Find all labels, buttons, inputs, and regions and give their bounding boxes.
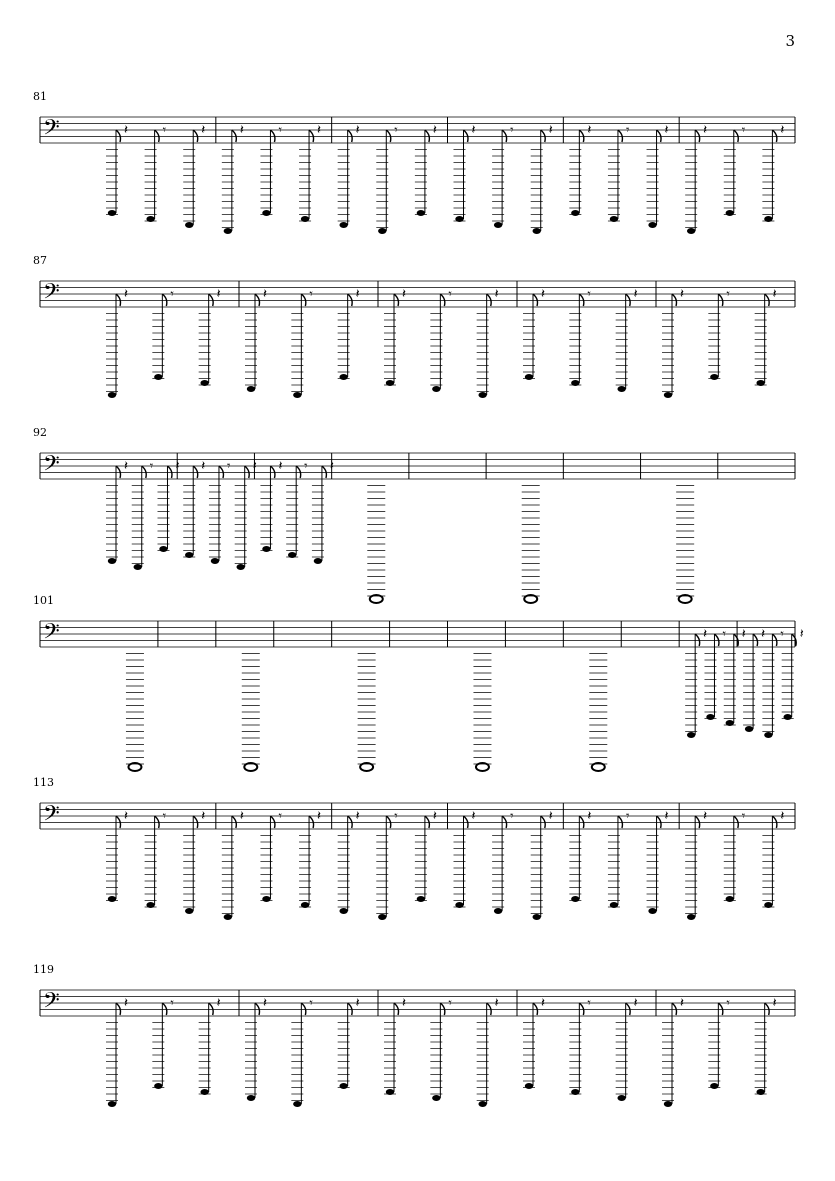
rest-icon: 𝄾: [625, 809, 630, 824]
note-head: [525, 1083, 533, 1089]
rest-icon: 𝄾: [309, 287, 313, 302]
bass-clef-icon: 𝄢: [43, 801, 60, 832]
note-flag: [533, 1003, 538, 1015]
rest-icon: 𝄽: [680, 287, 684, 302]
rest-icon: 𝄽: [317, 123, 322, 138]
note-flag: [209, 1003, 214, 1015]
rest-icon: 𝄾: [448, 996, 452, 1011]
rest-icon: 𝄽: [355, 996, 360, 1011]
rest-icon: 𝄽: [664, 123, 669, 138]
rest-icon: 𝄾: [170, 996, 174, 1011]
note-head: [571, 1089, 579, 1095]
rest-icon: 𝄽: [216, 996, 221, 1011]
rest-icon: 𝄽: [471, 123, 476, 138]
rest-icon: 𝄽: [548, 809, 553, 824]
note-flag: [116, 1003, 121, 1015]
rest-icon: 𝄽: [664, 809, 669, 824]
rest-icon: 𝄽: [355, 123, 360, 138]
rest-icon: 𝄽: [175, 459, 180, 474]
rest-icon: 𝄾: [226, 459, 231, 474]
rest-icon: 𝄾: [149, 459, 154, 474]
note-flag: [487, 1003, 492, 1015]
rest-icon: 𝄽: [432, 809, 437, 824]
rest-icon: 𝄽: [703, 809, 708, 824]
bass-clef-icon: 𝄢: [43, 619, 60, 650]
rest-icon: 𝄽: [355, 809, 360, 824]
rest-icon: 𝄽: [680, 996, 684, 1011]
rest-icon: 𝄽: [772, 287, 777, 302]
bass-clef-icon: 𝄢: [43, 988, 60, 1019]
rest-icon: 𝄽: [494, 287, 499, 302]
note-head: [247, 1095, 255, 1101]
note-head: [756, 1089, 764, 1095]
rest-icon: 𝄾: [394, 809, 398, 824]
rest-icon: 𝄾: [726, 287, 730, 302]
rest-icon: 𝄾: [304, 459, 308, 474]
rest-icon: 𝄾: [278, 123, 282, 138]
note-head: [339, 1083, 347, 1089]
rest-icon: 𝄾: [741, 123, 746, 138]
rest-icon: 𝄽: [471, 809, 476, 824]
note-head: [617, 1095, 625, 1101]
rest-icon: 𝄽: [780, 809, 785, 824]
rest-icon: 𝄾: [448, 287, 452, 302]
rest-icon: 𝄾: [170, 287, 174, 302]
measure-number: 87: [33, 254, 47, 267]
note-flag: [440, 1003, 445, 1015]
rest-icon: 𝄽: [201, 459, 206, 474]
note-head: [432, 1095, 440, 1101]
rest-icon: 𝄽: [548, 123, 553, 138]
note-head: [710, 1083, 718, 1089]
rest-icon: 𝄽: [201, 123, 206, 138]
note-flag: [672, 1003, 677, 1015]
rest-icon: 𝄽: [703, 627, 708, 642]
note-flag: [162, 1003, 167, 1015]
rest-icon: 𝄽: [633, 996, 638, 1011]
measure-number: 119: [33, 963, 54, 976]
note-head: [293, 1101, 301, 1107]
note-head: [108, 1101, 116, 1107]
note-flag: [718, 1003, 723, 1015]
rest-icon: 𝄾: [780, 627, 784, 642]
rest-icon: 𝄽: [124, 123, 128, 138]
note-head: [200, 1089, 208, 1095]
rest-icon: 𝄾: [309, 996, 313, 1011]
rest-icon: 𝄽: [317, 809, 322, 824]
rest-icon: 𝄽: [741, 627, 746, 642]
rest-icon: 𝄽: [761, 627, 766, 642]
note-flag: [255, 1003, 260, 1015]
rest-icon: 𝄾: [726, 996, 730, 1011]
note-flag: [765, 1003, 770, 1015]
rest-icon: 𝄽: [355, 287, 360, 302]
bass-clef-icon: 𝄢: [43, 115, 60, 146]
rest-icon: 𝄽: [124, 459, 128, 474]
note-flag: [579, 1003, 584, 1015]
page-number: 3: [785, 32, 795, 50]
note-flag: [348, 1003, 353, 1015]
measure-number: 113: [33, 776, 54, 789]
rest-icon: 𝄽: [780, 123, 785, 138]
rest-icon: 𝄽: [541, 996, 545, 1011]
rest-icon: 𝄾: [587, 287, 591, 302]
rest-icon: 𝄽: [587, 809, 592, 824]
note-head: [664, 1101, 672, 1107]
bass-clef-icon: 𝄢: [43, 451, 60, 482]
rest-icon: 𝄽: [432, 123, 437, 138]
rest-icon: 𝄽: [541, 287, 545, 302]
rest-icon: 𝄽: [124, 996, 128, 1011]
rest-icon: 𝄾: [510, 809, 514, 824]
note-flag: [394, 1003, 399, 1015]
rest-icon: 𝄾: [722, 627, 726, 642]
rest-icon: 𝄾: [278, 809, 282, 824]
note-head: [154, 1083, 162, 1089]
rest-icon: 𝄾: [741, 809, 746, 824]
note-flag: [301, 1003, 306, 1015]
rest-icon: 𝄽: [799, 627, 804, 642]
rest-icon: 𝄽: [124, 809, 128, 824]
rest-icon: 𝄽: [278, 459, 283, 474]
rest-icon: 𝄽: [239, 123, 244, 138]
rest-icon: 𝄾: [162, 123, 167, 138]
rest-icon: 𝄽: [124, 287, 128, 302]
bass-clef-icon: 𝄢: [43, 279, 60, 310]
rest-icon: 𝄽: [263, 287, 267, 302]
rest-icon: 𝄽: [772, 996, 777, 1011]
measure-number: 92: [33, 426, 47, 439]
note-head: [478, 1101, 486, 1107]
rest-icon: 𝄽: [201, 809, 206, 824]
rest-icon: 𝄽: [402, 996, 406, 1011]
rest-icon: 𝄾: [625, 123, 630, 138]
note-flag: [626, 1003, 631, 1015]
rest-icon: 𝄽: [633, 287, 638, 302]
rest-icon: 𝄽: [239, 809, 244, 824]
rest-icon: 𝄽: [494, 996, 499, 1011]
rest-icon: 𝄽: [402, 287, 406, 302]
rest-icon: 𝄽: [216, 287, 221, 302]
note-head: [386, 1089, 394, 1095]
rest-icon: 𝄾: [587, 996, 591, 1011]
rest-icon: 𝄽: [263, 996, 267, 1011]
rest-icon: 𝄾: [510, 123, 514, 138]
rest-icon: 𝄾: [162, 809, 167, 824]
rest-icon: 𝄽: [252, 459, 257, 474]
measure-number: 81: [33, 90, 47, 103]
rest-icon: 𝄽: [703, 123, 708, 138]
measure-number: 101: [33, 594, 54, 607]
rest-icon: 𝄾: [394, 123, 398, 138]
rest-icon: 𝄽: [587, 123, 592, 138]
rest-icon: 𝄽: [329, 459, 334, 474]
